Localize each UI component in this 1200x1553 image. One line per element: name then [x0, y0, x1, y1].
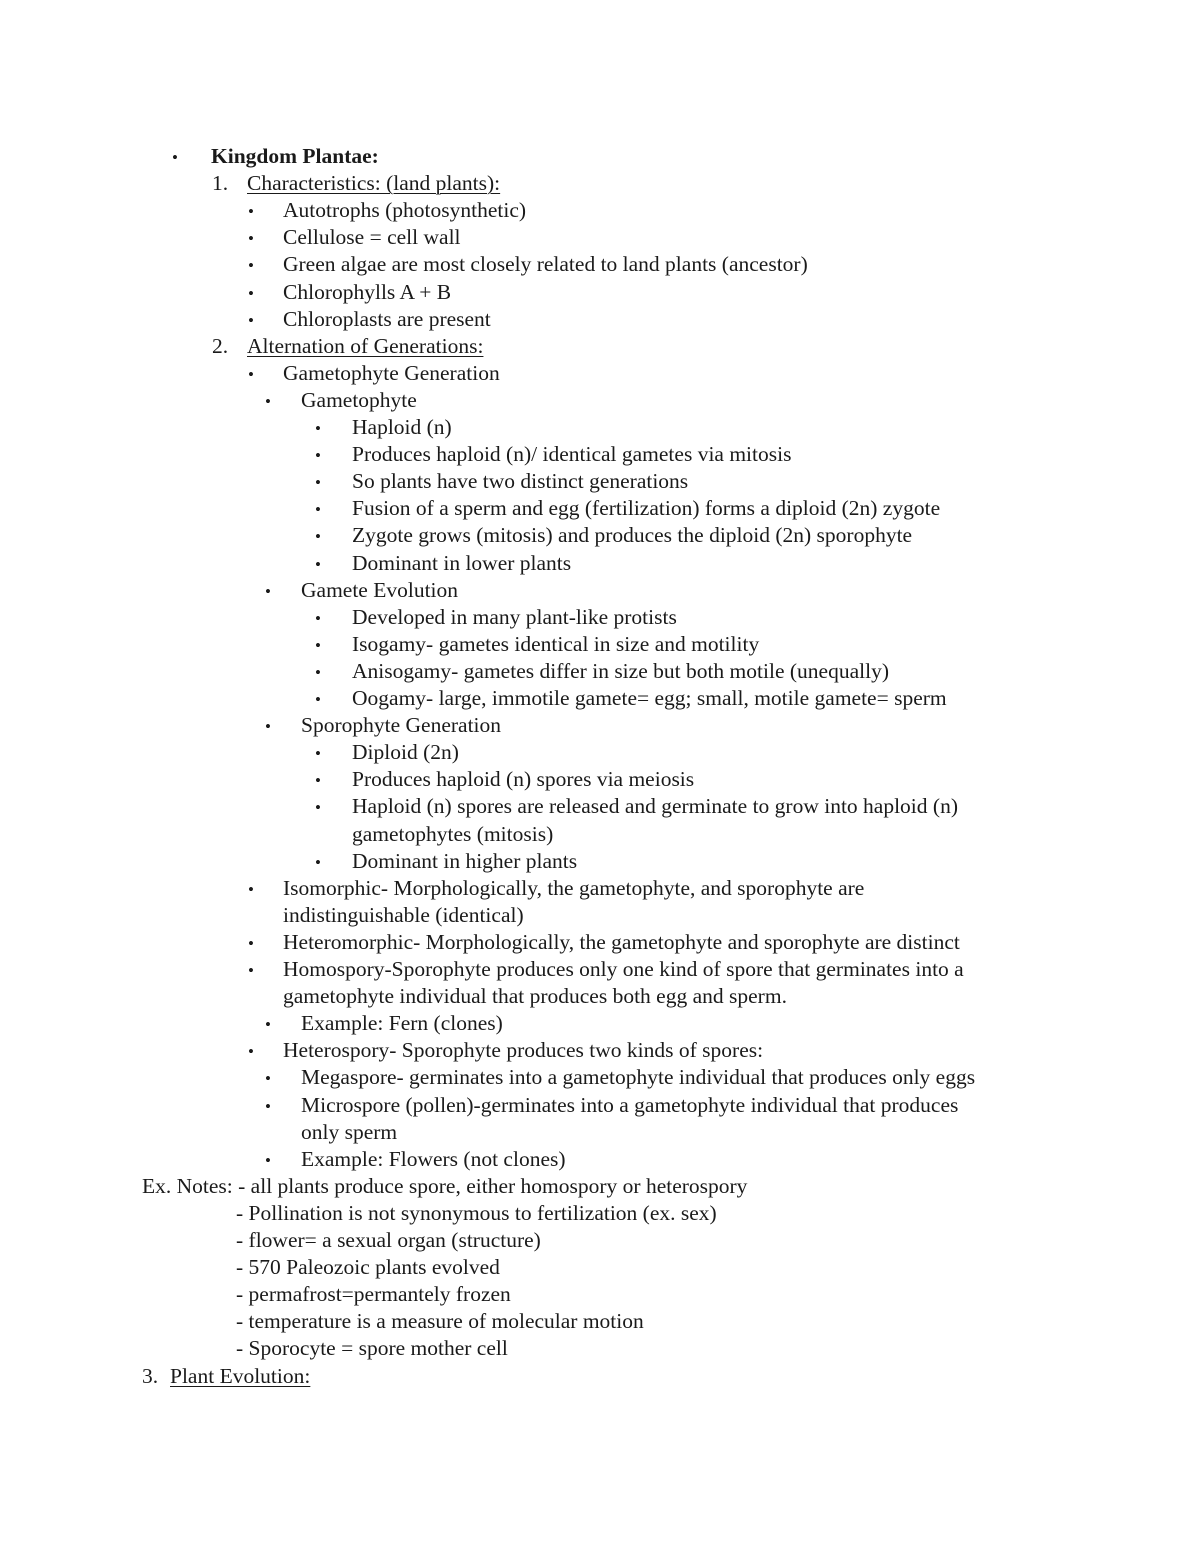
- line-text: - flower= a sexual organ (structure): [236, 1228, 541, 1252]
- line-text: Diploid (2n): [352, 740, 459, 765]
- line-text: Zygote grows (mitosis) and produces the diploid (2n) sporophyte: [352, 523, 913, 548]
- line-text: Heterospory- Sporophyte produces two kinds of spores:: [283, 1038, 764, 1063]
- bullet-marker: •: [315, 527, 321, 547]
- line-text: - Sporocyte = spore mother cell: [236, 1336, 508, 1361]
- bullet-marker: •: [265, 581, 271, 601]
- line-text: Heteromorphic- Morphologically, the gametophyte and sporophyte are distinct: [283, 929, 960, 954]
- line-text: Green algae are most closely related to land plants (ancestor): [283, 252, 808, 277]
- bullet-marker: •: [315, 446, 321, 466]
- list-number: 2.: [212, 333, 229, 358]
- bullet-marker: •: [265, 717, 271, 737]
- line-text: indistinguishable (identical): [283, 902, 524, 927]
- bullet-marker: •: [172, 148, 178, 167]
- bullet-marker: •: [315, 554, 321, 574]
- line-text: Megaspore- germinates into a gametophyte individual that produces only eggs: [301, 1065, 976, 1090]
- bullet-marker: •: [248, 256, 254, 276]
- bullet-marker: •: [248, 1042, 254, 1062]
- line-text: Oogamy- large, immotile gamete= egg; small, motile gamete= sperm: [352, 686, 947, 710]
- line-text: Dominant in lower plants: [352, 550, 572, 575]
- bullet-marker: •: [248, 961, 254, 980]
- line-text: Gametophyte Generation: [283, 360, 500, 385]
- line-text: Gamete Evolution: [301, 577, 459, 602]
- bullet-marker: •: [265, 391, 271, 411]
- line-text: Example: Fern (clones): [301, 1011, 503, 1036]
- bullet-marker: •: [248, 879, 254, 899]
- bullet-marker: •: [265, 1096, 271, 1116]
- bullet-marker: •: [248, 283, 254, 303]
- bullet-marker: •: [248, 933, 254, 953]
- bullet-marker: •: [315, 608, 321, 628]
- line-text: Plant Evolution:: [170, 1363, 311, 1388]
- bullet-marker: •: [315, 473, 321, 493]
- bullet-marker: •: [265, 1150, 271, 1170]
- line-text: Isomorphic- Morphologically, the gametophyte, and sporophyte are: [283, 875, 865, 900]
- bullet-marker: •: [315, 662, 321, 682]
- line-text: Anisogamy- gametes differ in size but both motile (unequally): [352, 658, 889, 683]
- bullet-marker: •: [248, 364, 254, 384]
- line-text: Kingdom Plantae:: [211, 144, 379, 168]
- line-text: Example: Flowers (not clones): [301, 1146, 566, 1171]
- line-text: Isogamy- gametes identical in size and motility: [352, 631, 760, 656]
- bullet-marker: •: [315, 798, 321, 818]
- line-text: Ex. Notes: - all plants produce spore, either homospory or heterospory: [142, 1173, 748, 1198]
- line-text: Sporophyte Generation: [301, 713, 502, 738]
- list-number: 3.: [142, 1363, 159, 1388]
- line-text: Chloroplasts are present: [283, 306, 491, 331]
- bullet-marker: •: [248, 229, 254, 249]
- bullet-marker: •: [265, 1015, 271, 1035]
- line-text: Haploid (n): [352, 415, 452, 439]
- bullet-marker: •: [315, 419, 321, 438]
- line-text: - 570 Paleozoic plants evolved: [236, 1255, 500, 1280]
- line-text: Microspore (pollen)-germinates into a gametophyte individual that produces: [301, 1092, 959, 1117]
- line-text: Characteristics: (land plants):: [247, 171, 501, 196]
- line-text: - permafrost=permantely frozen: [236, 1282, 511, 1307]
- line-text: So plants have two distinct generations: [352, 469, 689, 494]
- line-text: Produces haploid (n)/ identical gametes via mitosis: [352, 442, 792, 467]
- bullet-marker: •: [265, 1069, 271, 1089]
- line-text: - Pollination is not synonymous to fertilization (ex. sex): [236, 1200, 717, 1225]
- bullet-marker: •: [315, 852, 321, 872]
- line-text: Developed in many plant-like protists: [352, 604, 677, 629]
- line-text: Alternation of Generations:: [247, 333, 484, 358]
- line-text: Cellulose = cell wall: [283, 225, 461, 250]
- bullet-marker: •: [315, 690, 321, 709]
- line-text: - temperature is a measure of molecular motion: [236, 1309, 644, 1334]
- line-text: Homospory-Sporophyte produces only one kind of spore that germinates into a: [283, 957, 964, 981]
- line-text: Fusion of a sperm and egg (fertilization) forms a diploid (2n) zygote: [352, 496, 941, 521]
- line-text: Chlorophylls A + B: [283, 279, 452, 304]
- line-text: gametophyte individual that produces both egg and sperm.: [283, 984, 787, 1009]
- bullet-marker: •: [248, 310, 254, 330]
- line-text: Gametophyte: [301, 387, 417, 412]
- bullet-marker: •: [248, 202, 254, 222]
- list-number: 1.: [212, 171, 229, 196]
- line-text: Autotrophs (photosynthetic): [283, 198, 527, 223]
- bullet-marker: •: [315, 771, 321, 791]
- bullet-marker: •: [315, 635, 321, 655]
- bullet-marker: •: [315, 500, 321, 520]
- line-text: Produces haploid (n) spores via meiosis: [352, 767, 695, 792]
- line-text: Dominant in higher plants: [352, 848, 578, 873]
- line-text: Haploid (n) spores are released and germinate to grow into haploid (n): [352, 794, 958, 819]
- line-text: only sperm: [301, 1119, 398, 1144]
- line-text: gametophytes (mitosis): [352, 821, 554, 846]
- bullet-marker: •: [315, 744, 321, 764]
